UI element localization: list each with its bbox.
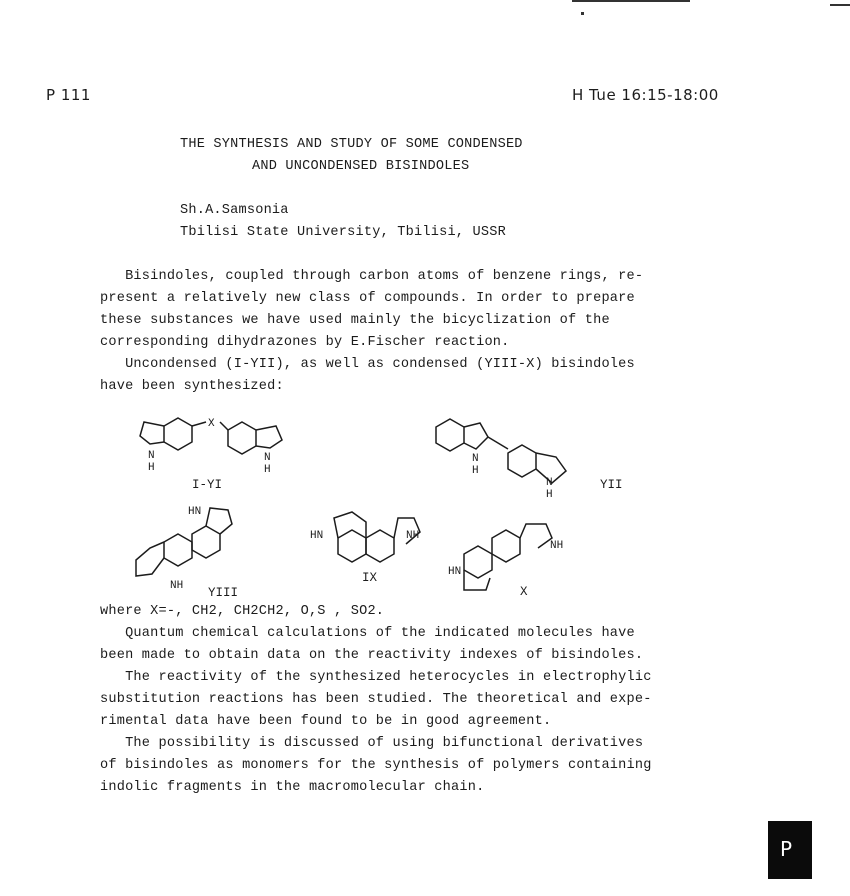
body-line: been made to obtain data on the reactivity indexes of bisindoles. [100,648,644,663]
body-line: substitution reactions has been studied. The theoretical and expe- [100,692,652,707]
structure-x [446,518,576,598]
poster-badge [768,821,812,879]
intro-line: Uncondensed (I-YII), as well as condensed (YIII-X) bisindoles [100,357,635,372]
badge-letter: P [780,837,793,861]
atom-h: H [546,489,553,501]
structure-label: X [520,585,528,599]
atom-n: N [148,450,155,462]
structure-label: IX [362,571,378,585]
body-line: The reactivity of the synthesized heterocycles in electrophylic [100,670,652,685]
intro-line: have been synthesized: [100,379,284,394]
title-line-2: AND UNCONDENSED BISINDOLES [252,159,470,174]
structure-label: I-YI [192,478,223,492]
structure-label: YII [600,478,623,492]
structure-yiii [128,500,248,600]
scan-mark-right [830,4,850,6]
presentation-code: P 111 [46,86,91,104]
body-line: rimental data have been found to be in good agreement. [100,714,552,729]
atom-n: N [264,452,271,464]
author-affiliation: Tbilisi State University, Tbilisi, USSR [180,225,506,240]
body-line: indolic fragments in the macromolecular chain. [100,780,485,795]
atom-h: H [148,462,155,474]
body-line: of bisindoles as monomers for the synthesis of polymers containing [100,758,652,773]
atom-h: H [472,465,479,477]
linker-label: X [208,418,215,430]
atom-nh: NH [550,540,564,552]
atom-hn: HN [188,506,202,518]
atom-nh: NH [406,530,420,542]
structure-label: YIII [208,586,239,600]
scan-mark-dot [581,12,584,15]
atom-nh: NH [170,580,184,592]
intro-line: these substances we have used mainly the bicyclization of the [100,313,610,328]
intro-line: present a relatively new class of compounds. In order to prepare [100,291,635,306]
session-time: H Tue 16:15-18:00 [572,86,719,104]
author-name: Sh.A.Samsonia [180,203,289,218]
structure-ix [308,500,438,580]
atom-hn: HN [448,566,462,578]
intro-line: Bisindoles, coupled through carbon atoms of benzene rings, re- [100,269,644,284]
title-line-1: THE SYNTHESIS AND STUDY OF SOME CONDENSED [180,137,523,152]
structure-yii [428,405,588,505]
scan-mark-top [572,0,690,2]
atom-h: H [264,464,271,476]
where-line: where X=-, CH2, CH2CH2, O,S , SO2. [100,604,385,619]
body-line: Quantum chemical calculations of the indicated molecules have [100,626,635,641]
atom-n: N [472,453,479,465]
intro-line: corresponding dihydrazones by E.Fischer reaction. [100,335,510,350]
body-line: The possibility is discussed of using bifunctional derivatives [100,736,644,751]
atom-hn: HN [310,530,324,542]
atom-n: N [546,477,553,489]
